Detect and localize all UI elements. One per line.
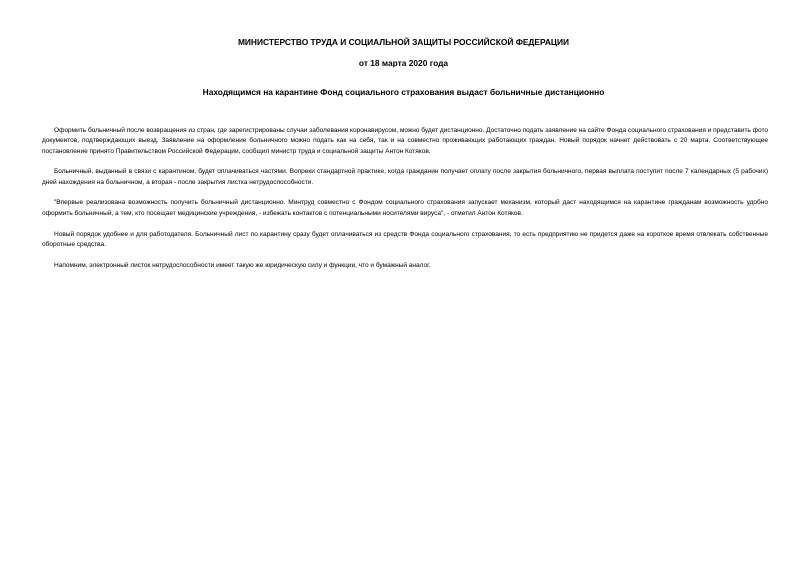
document-body: [42, 126, 768, 281]
paragraph-4: Новый порядок удобнее и для работодателя. Больничный лист по карантину сразу будет оплачиваться из средств Фонда социального страхования, то есть предприятию не придется даже на короткое время отвлекать собственные оборотные средства.: [42, 230, 768, 248]
paragraph-3: "Впервые реализована возможность получить больничный дистанционно. Минтруд совместно с Фондом социального страхования запускает механизм, который даст находящимся на карантине гражданам возможность удобно оформить больничный, а тем, кто посещает медицинские учреждения, - избежать контактов с потенциальными носителями вируса", - отметил Антон Котяков.: [42, 199, 768, 217]
document-title: Находящимся на карантине Фонд социального страхования выдаст больничные дистанционно: [202, 87, 605, 97]
paragraph-5: Напомним, электронный листок нетрудоспособности имеет такую же юридическую силу и функции, что и бумажный аналог.: [54, 261, 431, 269]
document-date: от 18 марта 2020 года: [358, 58, 449, 68]
paragraph-2: Больничный, выданный в связи с карантином, будет оплачиваться частями. Вопреки стандартной практике, когда гражданин получает оплату после закрытия больничного, первая выплата поступит после 7 календарных (5 рабочих) дней нахождения на больничном, а вторая - после закрытия листка нетрудоспособности.: [42, 168, 768, 186]
paragraph-1: Оформить больничный после возвращения из стран, где зарегистрированы случаи заболевания коронавирусом, можно будет дистанционно. Достаточно подать заявление на сайте Фонда социального страхования и представить фото документов, подтверждающих выезд. Заявление на оформление больничного можно подать как на себя, так и на совместно проживающих работающих граждан. Новый порядок начнет действовать с 20 марта. Соответствующее постановление принято Правительством Российской Федерации, сообщил министр труда и социальной защиты Антон Котяков.: [42, 127, 768, 155]
ministry-heading: МИНИСТЕРСТВО ТРУДА И СОЦИАЛЬНОЙ ЗАЩИТЫ РОССИЙСКОЙ ФЕДЕРАЦИИ: [237, 37, 570, 47]
